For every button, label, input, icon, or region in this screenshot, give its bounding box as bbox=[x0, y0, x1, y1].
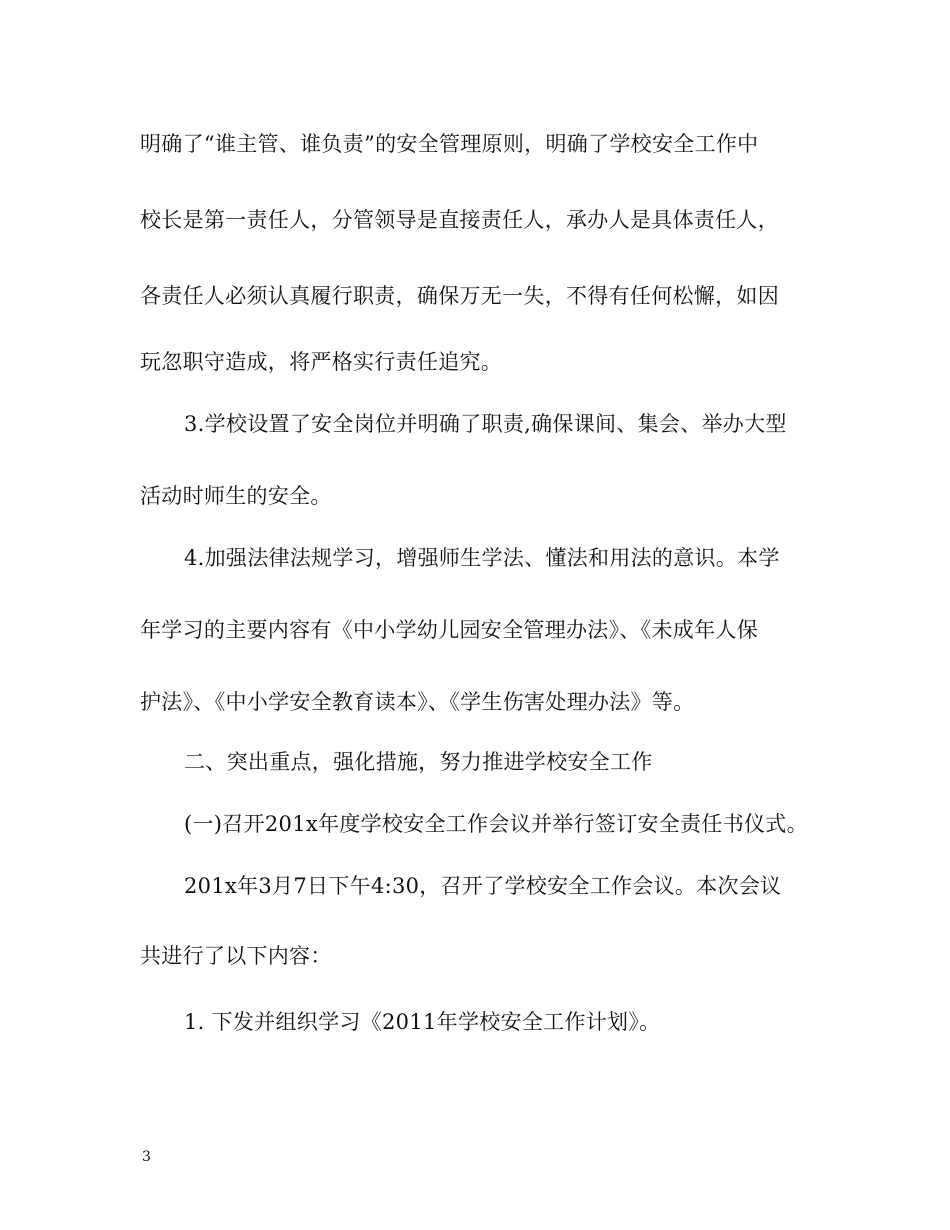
paragraph-line: 玩忽职守造成，将严格实行责任追究。 bbox=[140, 350, 503, 374]
paragraph-line: 4.加强法律法规学习，增强师生学法、懂法和用法的意识。本学 bbox=[184, 546, 780, 570]
paragraph-line: 护法》、《中小学安全教育读本》、《学生伤害处理办法》等。 bbox=[140, 690, 695, 714]
subsection-heading: (一)召开201x年度学校安全工作会议并举行签订安全责任书仪式。 bbox=[184, 812, 808, 836]
paragraph-line: 年学习的主要内容有《中小学幼儿园安全管理办法》、《未成年人保 bbox=[140, 618, 758, 642]
page-number: 3 bbox=[142, 1149, 151, 1165]
paragraph-line: 各责任人必须认真履行职责，确保万无一失，不得有任何松懈，如因 bbox=[140, 284, 779, 308]
paragraph-line: 校长是第一责任人，分管领导是直接责任人，承办人是具体责任人， bbox=[140, 208, 779, 232]
paragraph-line: 明确了“谁主管、谁负责”的安全管理原则，明确了学校安全工作中 bbox=[140, 132, 759, 156]
paragraph-line: 共进行了以下内容： bbox=[140, 944, 332, 968]
section-heading: 二、突出重点，强化措施，努力推进学校安全工作 bbox=[184, 750, 653, 774]
paragraph-line: 活动时师生的安全。 bbox=[140, 484, 332, 508]
list-item: 1. 下发并组织学习《2011年学校安全工作计划》。 bbox=[184, 1010, 661, 1034]
paragraph-line: 201x年3月7日下午4:30，召开了学校安全工作会议。本次会议 bbox=[184, 874, 782, 898]
paragraph-line: 3.学校设置了安全岗位并明确了职责,确保课间、集会、举办大型 bbox=[184, 412, 787, 436]
